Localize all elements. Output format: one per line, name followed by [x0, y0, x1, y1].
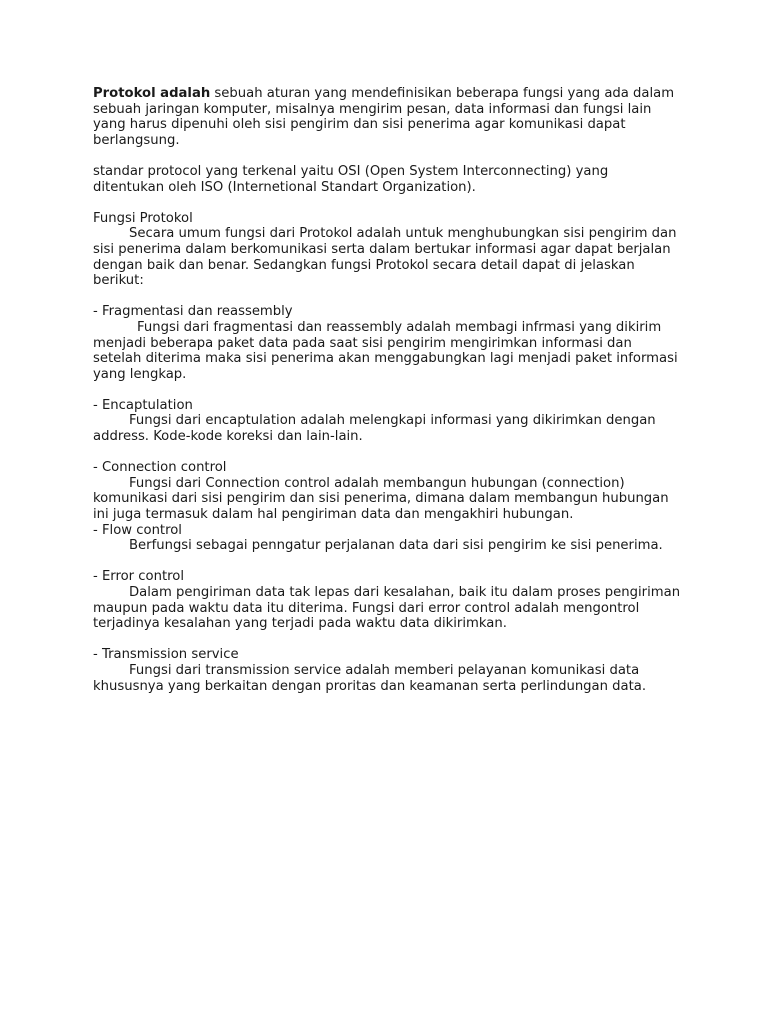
section-body: Dalam pengiriman data tak lepas dari kesalahan, baik itu dalam proses pengiriman maupun pada waktu data itu diterima. Fungsi dari error control adalah mengontrol terjadinya kesalahan yang terjadi pada waktu data dikirimkan.	[93, 585, 681, 632]
section-heading: - Transmission service	[93, 647, 239, 663]
intro-text: sebuah aturan yang mendefinisikan beberapa fungsi yang ada dalam sebuah jaringan komputer, misalnya mengirim pesan, data informasi dan fungsi lain yang harus dipenuhi oleh sisi pengirim dan sisi penerima agar komunikasi dapat berlangsung.	[93, 86, 675, 148]
section-error-control	[93, 569, 683, 631]
intro-paragraph	[93, 86, 683, 148]
section-body: Fungsi dari Connection control adalah membangun hubungan (connection) komunikasi dari sisi pengirim dan sisi penerima, dimana dalam membangun hubungan ini juga termasuk dalam hal pengiriman data dan mengakhiri hubungan.	[93, 475, 669, 523]
document-page	[93, 86, 683, 710]
section-heading: - Fragmentasi dan reassembly	[93, 304, 293, 320]
fungsi-body: Secara umum fungsi dari Protokol adalah untuk menghubungkan sisi pengirim dan sisi penerima dalam berkomunikasi serta dalam bertukar informasi agar dapat berjalan dengan baik dan benar. Sedangkan fungsi Protokol secara detail dapat di jelaskan berikut:	[93, 226, 677, 289]
section-heading: - Error control	[93, 569, 184, 585]
section-connection-control	[93, 460, 683, 522]
section-encaptulation	[93, 398, 683, 445]
section-body: Fungsi dari transmission service adalah memberi pelayanan komunikasi data khususnya yang berkaitan dengan proritas dan keamanan serta perlindungan data.	[93, 662, 647, 694]
intro-term: Protokol adalah	[93, 86, 211, 101]
section-heading: - Flow control	[93, 522, 182, 538]
section-heading: - Connection control	[93, 460, 227, 476]
fungsi-heading: Fungsi Protokol	[93, 210, 193, 226]
section-body: Fungsi dari encaptulation adalah melengkapi informasi yang dikirimkan dengan address. Kode-kode koreksi dan lain-lain.	[93, 413, 656, 445]
section-transmission-service	[93, 647, 683, 694]
fungsi-section	[93, 211, 683, 289]
section-body: Berfungsi sebagai penngatur perjalanan data dari sisi pengirim ke sisi penerima.	[129, 538, 663, 554]
section-fragmentasi	[93, 304, 683, 382]
section-flow-control	[93, 523, 683, 554]
standard-paragraph: standar protocol yang terkenal yaitu OSI (Open System Interconnecting) yang ditentukan oleh ISO (Internetional Standart Organization).	[93, 163, 609, 195]
section-heading: - Encaptulation	[93, 397, 193, 413]
section-body: Fungsi dari fragmentasi dan reassembly adalah membagi infrmasi yang dikirim menjadi beberapa paket data pada saat sisi pengirim mengirimkan informasi dan setelah diterima maka sisi penerima akan menggabungkan lagi menjadi paket informasi yang lengkap.	[93, 319, 678, 382]
